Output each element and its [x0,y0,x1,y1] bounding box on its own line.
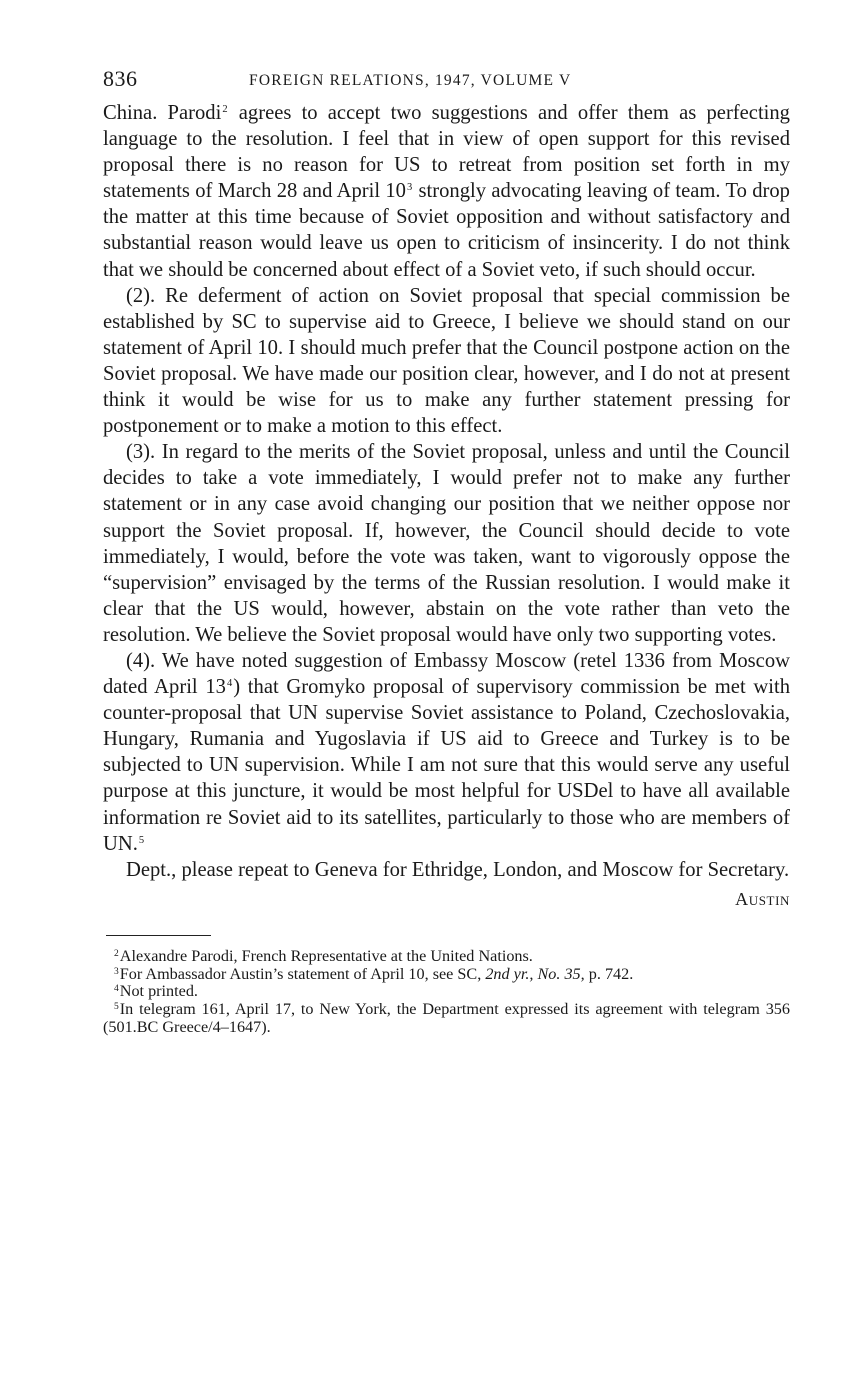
footnote-3: $^3$For Ambassador Austin’s statement of April 10, see SC, 2nd yr., No. 35, p. 742. [114,964,634,983]
paragraph-2: (2). Re deferment of action on Soviet proposal that special commission be established by SC to supervise aid to Greece, I believe we should stand on our statement of April 10. I should much prefer that the Council postpone action on the Soviet proposal. We have made our position clear, however, and I do not at present think it would be wise for us to make any further statement pressing for postponement or to make a motion to this effect. [103,284,790,438]
page-number: 836 [103,66,138,91]
page-header [103,66,790,100]
document-page [103,66,790,1037]
footnote-4: $^4$Not printed. [114,982,198,1001]
paragraph-1: China. Parodi$^2$ agrees to accept two suggestions and offer them as perfecting language to the resolution. I feel that in view of open support for this revised proposal there is no reason for US to retreat from position set forth in my statements of March 28 and April $10^3$ strongly advocating leaving of team. To drop the matter at this time because of Soviet opposition and without satisfactory and substantial reason would leave us open to criticism of insincerity. I do not think that we should be concerned about effect of a Soviet veto, if such should occur. [103,102,790,281]
body-text [103,100,790,883]
paragraph-5: Dept., please repeat to Geneva for Ethridge, London, and Moscow for Secretary. [126,858,790,881]
running-head: FOREIGN RELATIONS, 1947, VOLUME V [249,72,572,89]
footnote-ref-5[interactable]: 5 [138,834,145,846]
footnote-ref-4[interactable]: 4 [226,678,233,690]
paragraph-3: (3). In regard to the merits of the Soviet proposal, unless and until the Council decides to take a vote immediately, I would prefer not to make any further statement or in any case avoid changing our position that we neither oppose nor support the Soviet proposal. If, however, the Council should decide to vote immediately, I would, before the vote was taken, want to vigorously oppose the “supervision” envisaged by the terms of the Russian resolution. I would make it clear that the US would, however, abstain on the vote rather than veto the resolution. We believe the Soviet proposal would have only two supporting votes. [103,441,790,646]
footnote-5: $^5$In telegram 161, April 17, to New York, the Department expressed its agreement with telegram 356 (501.BC Greece/4–1647). [103,1000,790,1036]
signature: Austin [735,888,790,909]
footnote-divider [106,935,211,936]
paragraph-4: (4). We have noted suggestion of Embassy Moscow (retel 1336 from Moscow dated April $13^4$) that Gromyko proposal of supervisory commission be met with counter-proposal that UN supervise Soviet assistance to Poland, Czechoslovakia, Hungary, Rumania and Yugoslavia if US aid to Greece and Turkey is to be subjected to UN supervision. While I am not sure that this would serve any useful purpose at this juncture, it would be most helpful for USDel to have all available information re Soviet aid to its satellites, particularly to those who are members of UN.$^5$ [103,649,790,855]
footnote-ref-3[interactable]: 3 [406,182,413,194]
footnote-ref-2[interactable]: 2 [222,104,228,115]
footnote-2: $^2$Alexandre Parodi, French Representative at the United Nations. [114,946,533,965]
footnotes [103,948,790,1037]
